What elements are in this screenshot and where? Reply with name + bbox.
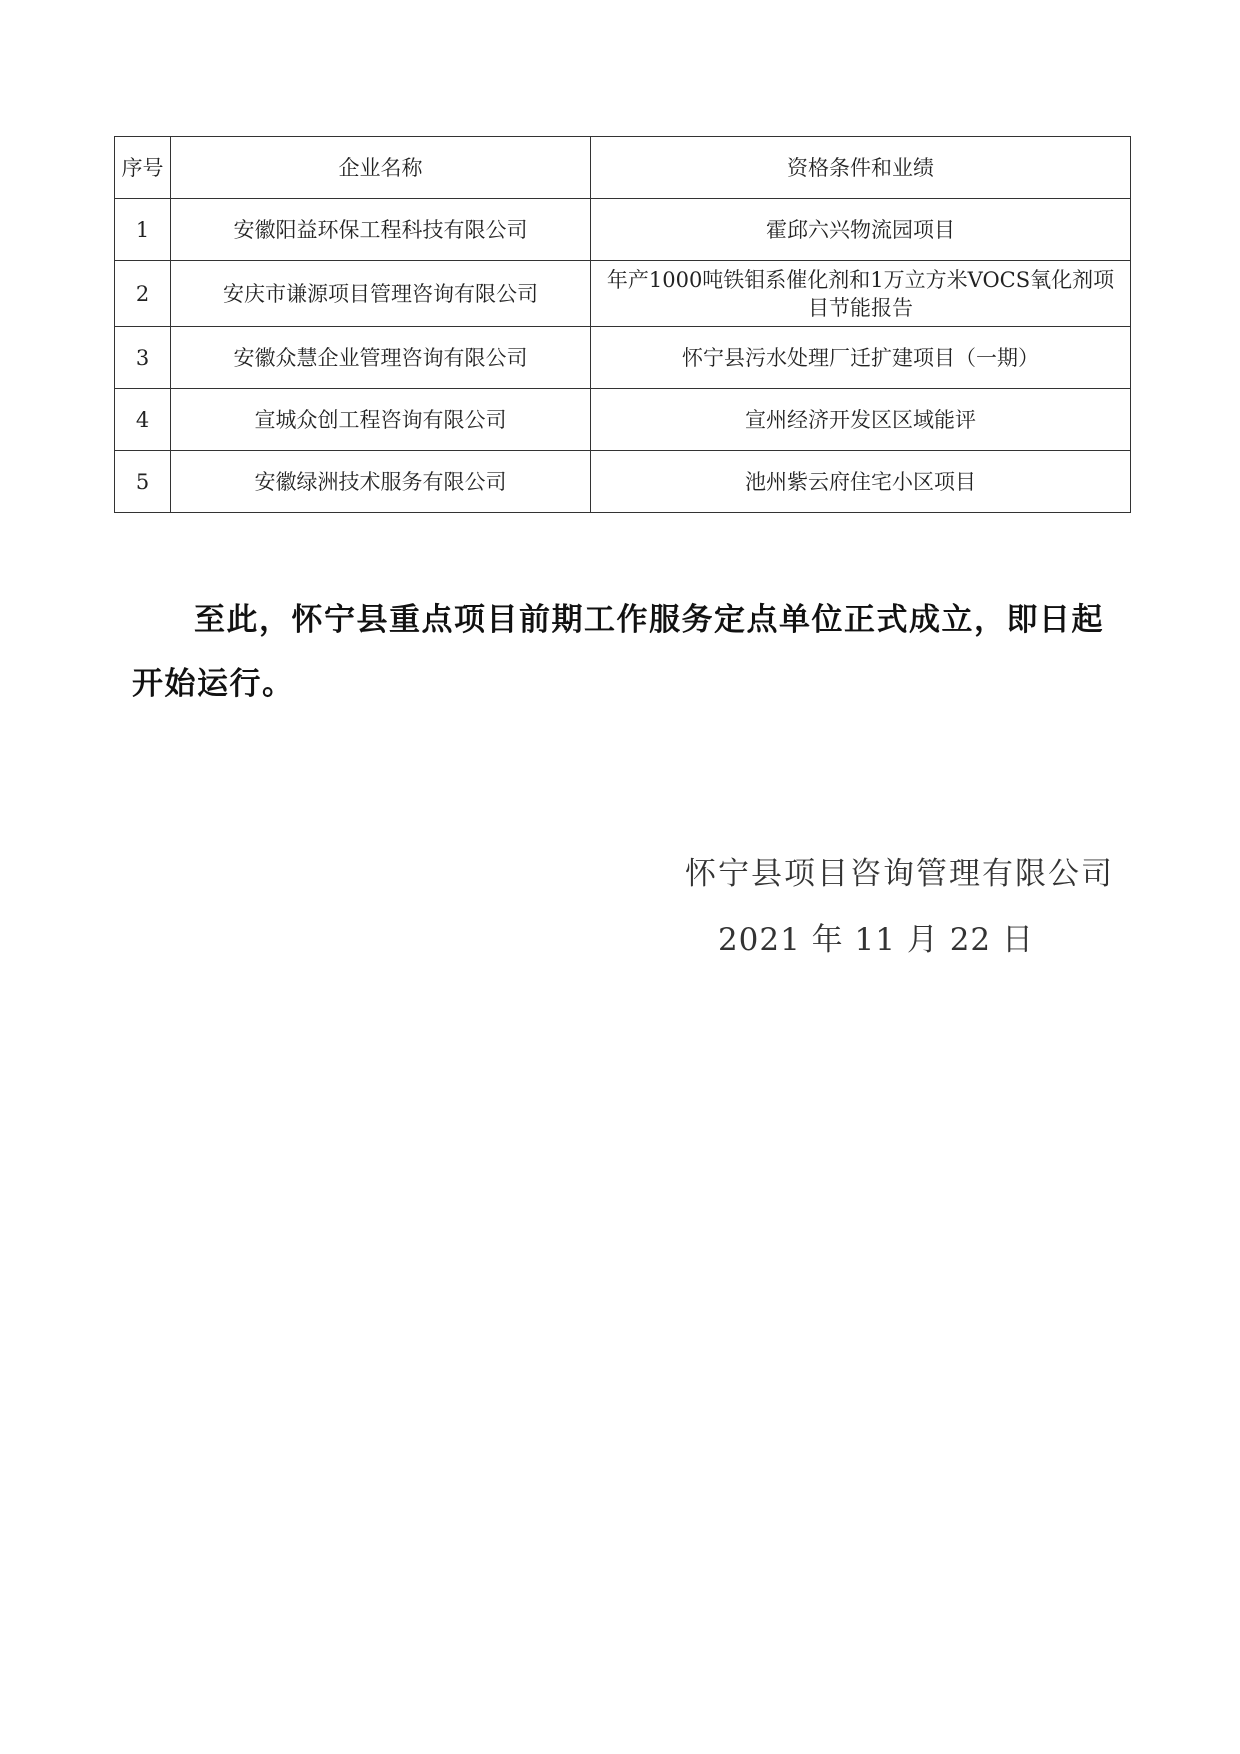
table-header-row (115, 137, 1131, 199)
table-row (115, 389, 1131, 451)
signing-organization: 怀宁县项目咨询管理有限公司 (685, 856, 1114, 892)
row-seq: 2 (115, 261, 171, 327)
row-company-name: 安徽阳益环保工程科技有限公司 (171, 199, 591, 261)
row-seq: 5 (115, 451, 171, 513)
service-units-table (114, 136, 1131, 513)
closing-paragraph: 至此，怀宁县重点项目前期工作服务定点单位正式成立，即日起开始运行。 (132, 602, 1104, 702)
row-company-name: 安徽绿洲技术服务有限公司 (171, 451, 591, 513)
row-seq: 3 (115, 327, 171, 389)
row-seq: 4 (115, 389, 171, 451)
table-row (115, 451, 1131, 513)
signing-date: 2021 年 11 月 22 日 (717, 922, 1034, 958)
header-company-name: 企业名称 (171, 137, 591, 199)
table-row (115, 199, 1131, 261)
row-qualification: 怀宁县污水处理厂迁扩建项目（一期） (591, 327, 1131, 389)
header-seq: 序号 (115, 137, 171, 199)
table-row (115, 261, 1131, 327)
row-company-name: 宣城众创工程咨询有限公司 (171, 389, 591, 451)
row-qualification: 年产1000吨铁钼系催化剂和1万立方米VOCS氧化剂项目节能报告 (591, 261, 1131, 327)
row-qualification: 宣州经济开发区区域能评 (591, 389, 1131, 451)
header-qualification: 资格条件和业绩 (591, 137, 1131, 199)
row-qualification: 霍邱六兴物流园项目 (591, 199, 1131, 261)
table-row (115, 327, 1131, 389)
row-company-name: 安庆市谦源项目管理咨询有限公司 (171, 261, 591, 327)
row-seq: 1 (115, 199, 171, 261)
row-qualification: 池州紫云府住宅小区项目 (591, 451, 1131, 513)
row-company-name: 安徽众慧企业管理咨询有限公司 (171, 327, 591, 389)
